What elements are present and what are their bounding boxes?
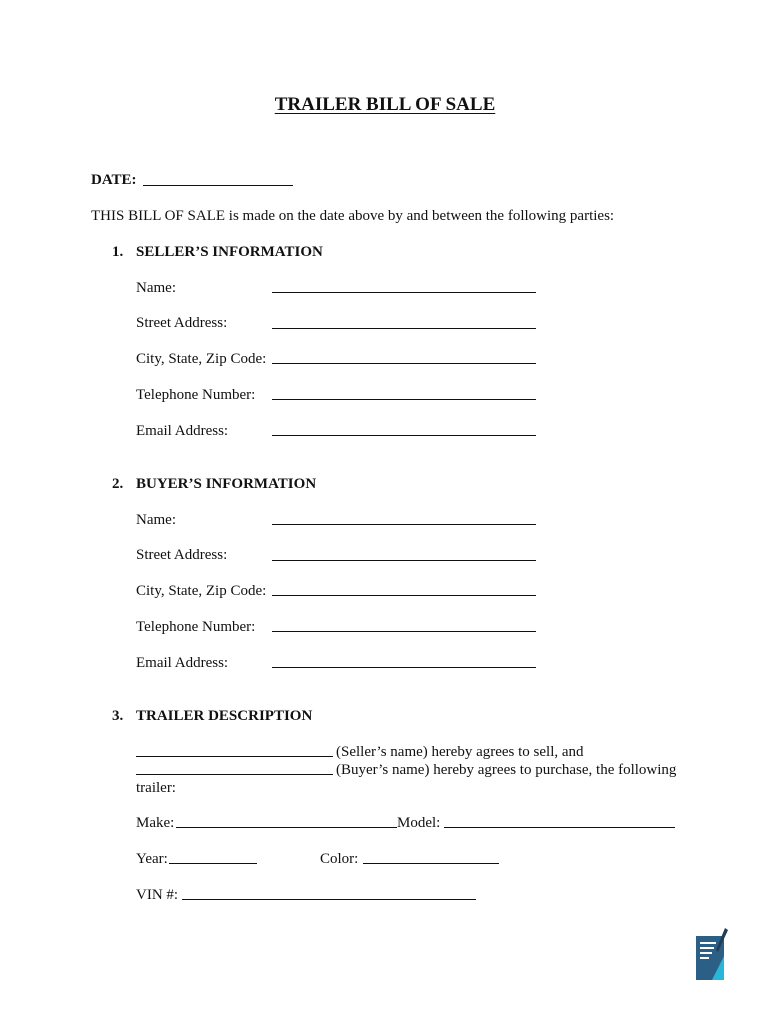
buyer-email-field[interactable] (272, 667, 536, 668)
trailer-word: trailer: (136, 780, 176, 796)
model-label: Model: (397, 815, 441, 831)
buyer-name-field[interactable] (272, 524, 536, 525)
date-label: DATE: (91, 172, 137, 188)
seller-phone-label: Telephone Number: (136, 387, 256, 403)
date-field[interactable] (143, 185, 293, 186)
buyer-name-blank[interactable] (136, 774, 333, 775)
buyer-city-label: City, State, Zip Code: (136, 583, 267, 599)
buyer-street-label: Street Address: (136, 547, 228, 563)
buyer-phone-label: Telephone Number: (136, 619, 256, 635)
buyer-city-field[interactable] (272, 595, 536, 596)
seller-clause: (Seller’s name) hereby agrees to sell, and (336, 744, 584, 760)
buyer-section-number: 2. (112, 476, 124, 492)
vin-label: VIN #: (136, 887, 179, 903)
document-pen-icon (694, 926, 730, 982)
trailer-section-heading: TRAILER DESCRIPTION (136, 708, 313, 724)
seller-name-blank[interactable] (136, 756, 333, 757)
make-field[interactable] (176, 827, 397, 828)
buyer-clause: (Buyer’s name) hereby agrees to purchase, the following (336, 762, 677, 778)
seller-phone-field[interactable] (272, 399, 536, 400)
seller-city-field[interactable] (272, 363, 536, 364)
model-field[interactable] (444, 827, 675, 828)
intro-text: THIS BILL OF SALE is made on the date above by and between the following parties: (91, 208, 615, 224)
seller-section-heading: SELLER’S INFORMATION (136, 244, 323, 260)
buyer-section-heading: BUYER’S INFORMATION (136, 476, 317, 492)
buyer-street-field[interactable] (272, 560, 536, 561)
buyer-email-label: Email Address: (136, 655, 229, 671)
buyer-phone-field[interactable] (272, 631, 536, 632)
seller-street-label: Street Address: (136, 315, 228, 331)
seller-name-label: Name: (136, 280, 176, 296)
document-title: TRAILER BILL OF SALE (274, 94, 496, 115)
seller-name-field[interactable] (272, 292, 536, 293)
seller-section-number: 1. (112, 244, 124, 260)
seller-street-field[interactable] (272, 328, 536, 329)
year-field[interactable] (169, 863, 257, 864)
trailer-section-number: 3. (112, 708, 124, 724)
color-field[interactable] (363, 863, 499, 864)
make-label: Make: (136, 815, 175, 831)
year-label: Year: (136, 851, 168, 867)
seller-email-field[interactable] (272, 435, 536, 436)
seller-email-label: Email Address: (136, 423, 229, 439)
color-label: Color: (320, 851, 359, 867)
vin-field[interactable] (182, 899, 476, 900)
seller-city-label: City, State, Zip Code: (136, 351, 267, 367)
buyer-name-label: Name: (136, 512, 176, 528)
